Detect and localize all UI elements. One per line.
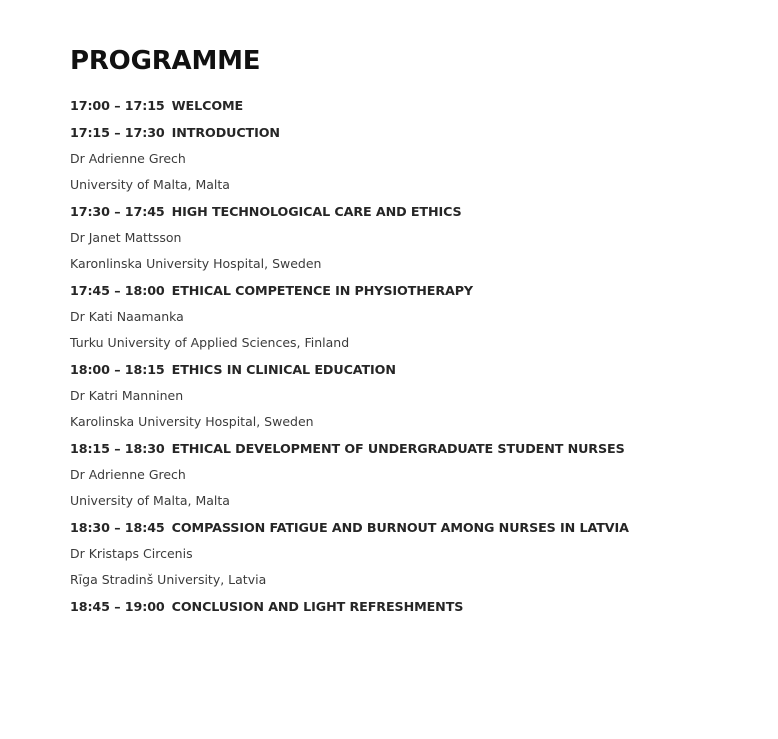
session-speaker: Dr Katri Manninen	[70, 388, 184, 403]
session-topic: COMPASSION FATIGUE AND BURNOUT AMONG NURSES IN LATVIA	[171, 520, 629, 535]
session-heading	[70, 205, 760, 219]
session-heading	[70, 99, 760, 113]
session-speaker: Dr Janet Mattsson	[70, 230, 182, 245]
session-affiliation: University of Malta, Malta	[70, 493, 230, 508]
session-item	[70, 126, 760, 192]
session-item	[70, 205, 760, 271]
session-speaker: Dr Adrienne Grech	[70, 467, 186, 482]
session-topic: ETHICS IN CLINICAL EDUCATION	[171, 362, 396, 377]
session-heading	[70, 521, 760, 535]
session-heading	[70, 442, 760, 456]
session-affiliation: Karonlinska University Hospital, Sweden	[70, 256, 322, 271]
programme-section	[70, 42, 760, 627]
session-item	[70, 600, 760, 614]
session-time: 17:45 – 18:00	[70, 283, 165, 298]
session-topic: WELCOME	[171, 98, 244, 113]
session-time: 18:45 – 19:00	[70, 599, 165, 614]
session-time: 17:30 – 17:45	[70, 204, 165, 219]
session-speaker: Dr Kati Naamanka	[70, 309, 184, 324]
session-topic: HIGH TECHNOLOGICAL CARE AND ETHICS	[171, 204, 462, 219]
session-time: 17:00 – 17:15	[70, 98, 165, 113]
session-heading	[70, 126, 760, 140]
session-item	[70, 442, 760, 508]
session-speaker: Dr Kristaps Circenis	[70, 546, 193, 561]
session-time: 18:00 – 18:15	[70, 362, 165, 377]
session-time: 17:15 – 17:30	[70, 125, 165, 140]
session-topic: ETHICAL COMPETENCE IN PHYSIOTHERAPY	[171, 283, 473, 298]
session-heading	[70, 284, 760, 298]
page-title: PROGRAMME	[70, 46, 261, 76]
session-topic: INTRODUCTION	[171, 125, 280, 140]
session-heading	[70, 363, 760, 377]
session-affiliation: Karolinska University Hospital, Sweden	[70, 414, 314, 429]
session-time: 18:30 – 18:45	[70, 520, 165, 535]
session-topic: ETHICAL DEVELOPMENT OF UNDERGRADUATE STUDENT NURSES	[171, 441, 625, 456]
session-item	[70, 363, 760, 429]
session-item	[70, 521, 760, 587]
session-affiliation: Turku University of Applied Sciences, Finland	[70, 335, 350, 350]
session-time: 18:15 – 18:30	[70, 441, 165, 456]
session-item	[70, 99, 760, 113]
session-item	[70, 284, 760, 350]
session-heading	[70, 600, 760, 614]
session-affiliation: Rīga Stradinš University, Latvia	[70, 572, 267, 587]
session-topic: CONCLUSION AND LIGHT REFRESHMENTS	[171, 599, 464, 614]
session-affiliation: University of Malta, Malta	[70, 177, 230, 192]
session-speaker: Dr Adrienne Grech	[70, 151, 186, 166]
